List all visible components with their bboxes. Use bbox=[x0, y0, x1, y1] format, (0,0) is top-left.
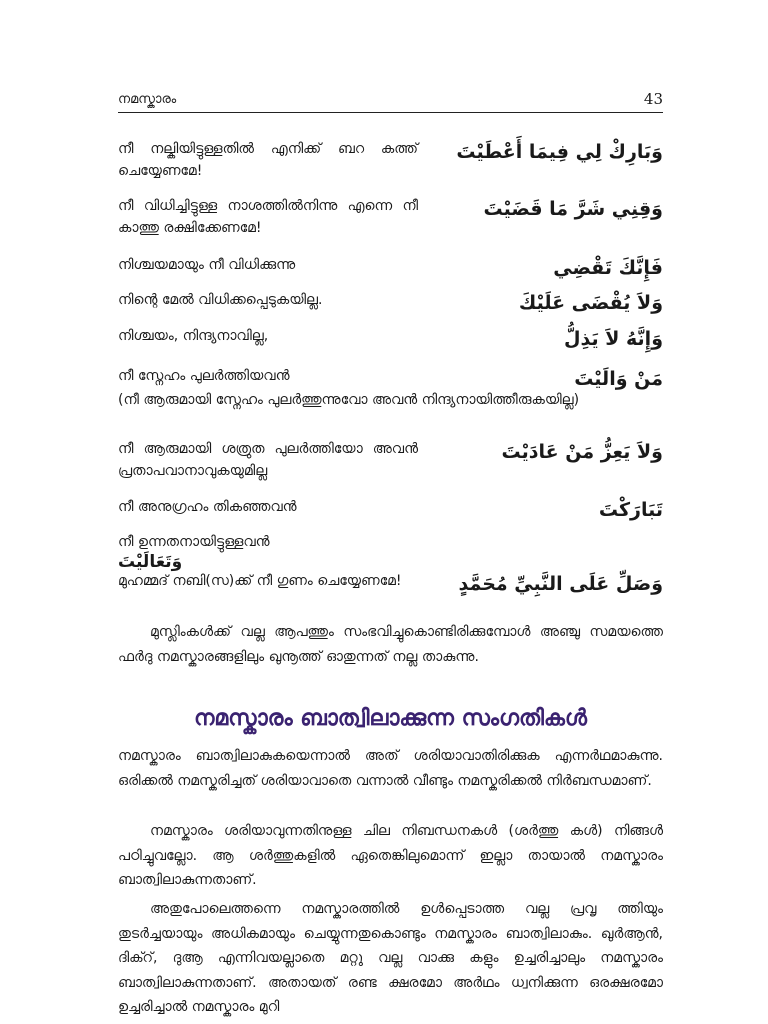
arabic-text: مَنْ وَالَيْتَ bbox=[574, 368, 663, 390]
malayalam-translation: നിശ്ചയം, നിന്ദ്യനാവില്ല, bbox=[118, 328, 269, 344]
arabic-text: وَلاَ يَعِزُّ مَنْ عَادَيْتَ bbox=[501, 441, 663, 463]
arabic-text: تَبَارَكْتَ bbox=[598, 499, 663, 521]
body-paragraph bbox=[118, 897, 663, 1020]
arabic-text: فَإِنَّكَ تَقْضِي bbox=[553, 257, 663, 279]
malayalam-translation: നീ സ്നേഹം പുലർത്തിയവൻ bbox=[118, 368, 290, 384]
malayalam-translation: നിന്റെ മേൽ വിധിക്കപ്പെടുകയില്ല. bbox=[118, 292, 323, 308]
running-header bbox=[118, 90, 663, 113]
page-number: 43 bbox=[643, 90, 663, 108]
arabic-text-inline: وَتَعَالَيْتَ bbox=[118, 552, 183, 572]
section-heading: നമസ്കാരം ബാത്വിലാക്കുന്ന സംഗതികൾ bbox=[194, 706, 587, 731]
malayalam-translation: നീ ആരുമായി ശത്രുത പുലർത്തിയോ അവൻ പ്രതാപവാനാവുകയുമില്ല bbox=[118, 441, 418, 479]
body-paragraph bbox=[118, 620, 663, 669]
paragraph-text: അതുപോലെത്തന്നെ നമസ്കാരത്തിൽ ഉൾപ്പെടാത്ത വല്ല പ്രവൃ ത്തിയും തുടർച്ചയായും അധികമായും ചെയ്യുന്നതുകൊണ്ടും നമസ്കാരം ബാത്വിലാകും. ഖുർആൻ, ദിക്റ്, ദുആ എന്നിവയല്ലാതെ മറ്റു വല്ല വാക്കു കളും ഉച്ചരിച്ചാലും നമസ്കാരം ബാത്വിലാകുന്നതാണ്. അതായത് രണ്ട ക്ഷരമോ അർഥം ധ്വനിക്കുന്ന ഒരക്ഷരമോ ഉച്ചരിച്ചാൽ നമസ്കാരം മുറി bbox=[118, 901, 663, 1016]
arabic-text: وَبَارِكْ لِي فِيمَا أَعْطَيْتَ bbox=[456, 141, 663, 163]
malayalam-translation: നീ നല്കിയിട്ടുള്ളതിൽ എനിക്ക് ബറ കത്ത് ചെയ്യേണമേ! bbox=[118, 141, 418, 179]
malayalam-translation: നീ ഉന്നതനായിട്ടുള്ളവൻ bbox=[118, 534, 270, 550]
arabic-text: وَقِنِي شَرَّ مَا قَضَيْتَ bbox=[483, 198, 663, 220]
chapter-title: നമസ്കാരം bbox=[118, 92, 177, 107]
body-paragraph bbox=[118, 744, 663, 793]
paragraph-text: നമസ്കാരം ബാത്വിലാകുകയെന്നാൽ അത് ശരിയാവാതിരിക്കുക എന്നർഥമാകുന്നു. ഒരിക്കൽ നമസ്കരിച്ചത് ശരിയാവാതെ വന്നാൽ വീണ്ടും നമസ്കരിക്കൽ നിർബന്ധമാണ്. bbox=[118, 748, 663, 789]
malayalam-translation: നീ അനുഗ്രഹം തികഞ്ഞവൻ bbox=[118, 499, 297, 515]
malayalam-translation: (നീ ആരുമായി സ്നേഹം പുലർത്തുന്നുവോ അവൻ നിന്ദ്യനായിത്തീരുകയില്ല) bbox=[118, 392, 580, 408]
malayalam-translation: മുഹമ്മദ് നബി(സ)ക്ക് നീ ഗുണം ചെയ്യേണമേ! bbox=[118, 573, 402, 589]
paragraph-text: നമസ്കാരം ശരിയാവുന്നതിനുള്ള ചില നിബന്ധനകൾ (ശർത്തു കൾ) നിങ്ങൾ പഠിച്ചുവല്ലോ. ആ ശർത്തുകളിൽ ഏതെങ്കിലുമൊന്ന് ഇല്ലാ തായാൽ നമസ്കാരം ബാത്വിലാകുന്നതാണ്. bbox=[118, 823, 663, 889]
body-paragraph bbox=[118, 819, 663, 893]
arabic-text: وَإِنَّهُ لاَ يَذِلُّ bbox=[564, 328, 663, 350]
arabic-text: وَلاَ يُقْضَى عَلَيْكَ bbox=[518, 292, 663, 314]
malayalam-translation: നീ വിധിച്ചിട്ടുള്ള നാശത്തിൽനിന്നു എന്നെ നീ കാത്തു രക്ഷിക്കേണമേ! bbox=[118, 198, 418, 236]
malayalam-translation: നിശ്ചയമായും നീ വിധിക്കുന്നു bbox=[118, 257, 296, 273]
paragraph-text: മുസ്ലിംകൾക്ക് വല്ല ആപത്തും സംഭവിച്ചുകൊണ്ടിരിക്കുമ്പോൾ അഞ്ചു സമയത്തെ ഫർദു നമസ്കാരങ്ങളിലും ഖുനൂത്ത് ഓതുന്നത് നല്ല താകുന്നു. bbox=[118, 624, 663, 665]
arabic-text: وَصَلِّ عَلَى النَّبِيِّ مُحَمَّدٍ bbox=[458, 573, 663, 595]
